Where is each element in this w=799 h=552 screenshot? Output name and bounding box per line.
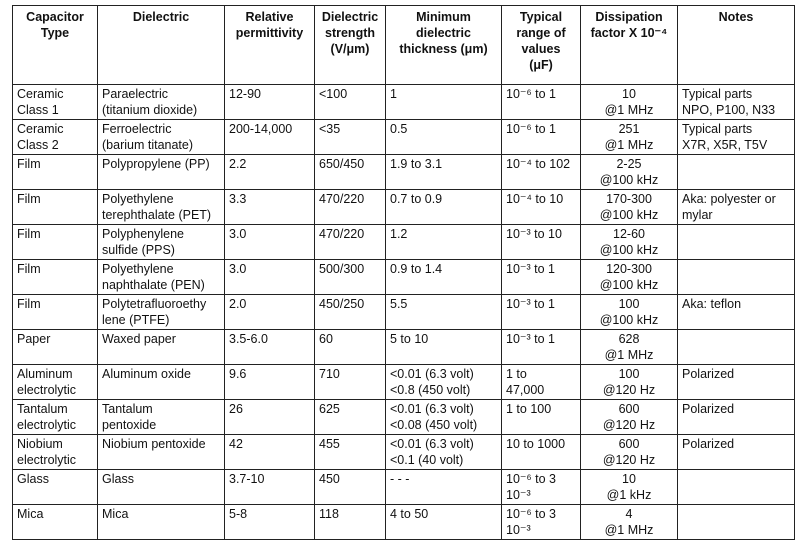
cell-dielectric: Ferroelectric (barium titanate) <box>98 120 225 155</box>
cell-dielectric-strength: 450/250 <box>315 295 386 330</box>
cell-minimum-thickness: <0.01 (6.3 volt) <0.08 (450 volt) <box>386 400 502 435</box>
cell-typical-range: 10⁻⁶ to 1 <box>502 120 581 155</box>
table-row <box>13 120 795 155</box>
header-dielectric: Dielectric <box>98 6 225 85</box>
cell-minimum-thickness: 1.2 <box>386 225 502 260</box>
cell-minimum-thickness: 0.5 <box>386 120 502 155</box>
cell-notes <box>678 155 795 190</box>
cell-dielectric: Polytetrafluoroethy lene (PTFE) <box>98 295 225 330</box>
cell-dielectric-strength: 470/220 <box>315 190 386 225</box>
table-row <box>13 190 795 225</box>
cell-capacitor-type: Film <box>13 295 98 330</box>
cell-typical-range: 10⁻⁴ to 10 <box>502 190 581 225</box>
cell-minimum-thickness: 4 to 50 <box>386 505 502 540</box>
cell-dielectric-strength: 450 <box>315 470 386 505</box>
cell-dielectric: Paraelectric (titanium dioxide) <box>98 85 225 120</box>
header-typical-range: Typical range of values (μF) <box>502 6 581 85</box>
table-row <box>13 400 795 435</box>
cell-notes <box>678 505 795 540</box>
header-dielectric-strength: Dielectric strength (V/μm) <box>315 6 386 85</box>
cell-relative-permittivity: 3.3 <box>225 190 315 225</box>
cell-dielectric: Tantalum pentoxide <box>98 400 225 435</box>
cell-dielectric-strength: <100 <box>315 85 386 120</box>
table-row <box>13 330 795 365</box>
cell-notes <box>678 260 795 295</box>
cell-capacitor-type: Glass <box>13 470 98 505</box>
cell-minimum-thickness: 5.5 <box>386 295 502 330</box>
cell-capacitor-type: Mica <box>13 505 98 540</box>
header-minimum-thickness: Minimum dielectric thickness (μm) <box>386 6 502 85</box>
cell-minimum-thickness: 0.9 to 1.4 <box>386 260 502 295</box>
cell-typical-range: 10⁻⁴ to 102 <box>502 155 581 190</box>
cell-relative-permittivity: 3.0 <box>225 225 315 260</box>
cell-minimum-thickness: 0.7 to 0.9 <box>386 190 502 225</box>
cell-dielectric: Polyethylene naphthalate (PEN) <box>98 260 225 295</box>
cell-dissipation-factor: 100 @100 kHz <box>581 295 678 330</box>
cell-dissipation-factor: 170-300 @100 kHz <box>581 190 678 225</box>
cell-capacitor-type: Niobium electrolytic <box>13 435 98 470</box>
cell-dissipation-factor: 10 @1 kHz <box>581 470 678 505</box>
cell-minimum-thickness: 1.9 to 3.1 <box>386 155 502 190</box>
cell-dielectric-strength: 118 <box>315 505 386 540</box>
cell-capacitor-type: Film <box>13 155 98 190</box>
cell-dielectric: Polypropylene (PP) <box>98 155 225 190</box>
header-dissipation-factor: Dissipation factor X 10⁻⁴ <box>581 6 678 85</box>
capacitor-comparison-table <box>12 5 795 540</box>
cell-dielectric-strength: 710 <box>315 365 386 400</box>
cell-notes: Polarized <box>678 435 795 470</box>
cell-dissipation-factor: 100 @120 Hz <box>581 365 678 400</box>
cell-minimum-thickness: <0.01 (6.3 volt) <0.1 (40 volt) <box>386 435 502 470</box>
capacitor-table-container <box>12 5 794 540</box>
cell-capacitor-type: Film <box>13 190 98 225</box>
table-row <box>13 260 795 295</box>
cell-minimum-thickness: 1 <box>386 85 502 120</box>
cell-notes: Typical parts X7R, X5R, T5V <box>678 120 795 155</box>
cell-dielectric-strength: <35 <box>315 120 386 155</box>
header-relative-permittivity: Relative permittivity <box>225 6 315 85</box>
cell-typical-range: 10⁻³ to 1 <box>502 330 581 365</box>
cell-dielectric-strength: 470/220 <box>315 225 386 260</box>
cell-dissipation-factor: 628 @1 MHz <box>581 330 678 365</box>
cell-dielectric: Polyphenylene sulfide (PPS) <box>98 225 225 260</box>
cell-typical-range: 10⁻³ to 1 <box>502 260 581 295</box>
cell-dissipation-factor: 251 @1 MHz <box>581 120 678 155</box>
cell-relative-permittivity: 5-8 <box>225 505 315 540</box>
table-row <box>13 435 795 470</box>
cell-dielectric-strength: 650/450 <box>315 155 386 190</box>
cell-dissipation-factor: 4 @1 MHz <box>581 505 678 540</box>
cell-relative-permittivity: 42 <box>225 435 315 470</box>
cell-relative-permittivity: 3.7-10 <box>225 470 315 505</box>
cell-dielectric-strength: 625 <box>315 400 386 435</box>
cell-relative-permittivity: 9.6 <box>225 365 315 400</box>
cell-dissipation-factor: 10 @1 MHz <box>581 85 678 120</box>
cell-typical-range: 1 to 100 <box>502 400 581 435</box>
cell-dissipation-factor: 2-25 @100 kHz <box>581 155 678 190</box>
table-row <box>13 155 795 190</box>
cell-dielectric-strength: 500/300 <box>315 260 386 295</box>
cell-notes: Aka: teflon <box>678 295 795 330</box>
cell-dielectric-strength: 60 <box>315 330 386 365</box>
cell-relative-permittivity: 12-90 <box>225 85 315 120</box>
cell-typical-range: 10⁻³ to 10 <box>502 225 581 260</box>
cell-dissipation-factor: 120-300 @100 kHz <box>581 260 678 295</box>
cell-dissipation-factor: 600 @120 Hz <box>581 435 678 470</box>
header-capacitor-type: Capacitor Type <box>13 6 98 85</box>
cell-relative-permittivity: 2.2 <box>225 155 315 190</box>
cell-dielectric: Niobium pentoxide <box>98 435 225 470</box>
header-notes: Notes <box>678 6 795 85</box>
cell-notes <box>678 470 795 505</box>
table-row <box>13 505 795 540</box>
cell-dissipation-factor: 600 @120 Hz <box>581 400 678 435</box>
cell-capacitor-type: Paper <box>13 330 98 365</box>
table-header-row <box>13 6 795 85</box>
cell-relative-permittivity: 26 <box>225 400 315 435</box>
cell-typical-range: 10⁻³ to 1 <box>502 295 581 330</box>
table-row <box>13 85 795 120</box>
cell-typical-range: 10⁻⁶ to 3 10⁻³ <box>502 470 581 505</box>
cell-relative-permittivity: 200-14,000 <box>225 120 315 155</box>
table-row <box>13 295 795 330</box>
cell-dielectric: Polyethylene terephthalate (PET) <box>98 190 225 225</box>
cell-dielectric-strength: 455 <box>315 435 386 470</box>
cell-capacitor-type: Tantalum electrolytic <box>13 400 98 435</box>
cell-notes <box>678 330 795 365</box>
cell-typical-range: 1 to 47,000 <box>502 365 581 400</box>
cell-typical-range: 10⁻⁶ to 1 <box>502 85 581 120</box>
cell-minimum-thickness: <0.01 (6.3 volt) <0.8 (450 volt) <box>386 365 502 400</box>
cell-minimum-thickness: 5 to 10 <box>386 330 502 365</box>
cell-dissipation-factor: 12-60 @100 kHz <box>581 225 678 260</box>
cell-capacitor-type: Ceramic Class 2 <box>13 120 98 155</box>
table-row <box>13 365 795 400</box>
cell-capacitor-type: Aluminum electrolytic <box>13 365 98 400</box>
cell-relative-permittivity: 3.0 <box>225 260 315 295</box>
cell-notes: Typical parts NPO, P100, N33 <box>678 85 795 120</box>
cell-dielectric: Aluminum oxide <box>98 365 225 400</box>
cell-capacitor-type: Ceramic Class 1 <box>13 85 98 120</box>
cell-minimum-thickness: - - - <box>386 470 502 505</box>
table-row <box>13 225 795 260</box>
cell-capacitor-type: Film <box>13 260 98 295</box>
cell-notes: Aka: polyester or mylar <box>678 190 795 225</box>
cell-notes <box>678 225 795 260</box>
cell-capacitor-type: Film <box>13 225 98 260</box>
cell-relative-permittivity: 2.0 <box>225 295 315 330</box>
cell-dielectric: Glass <box>98 470 225 505</box>
cell-notes: Polarized <box>678 400 795 435</box>
cell-notes: Polarized <box>678 365 795 400</box>
cell-typical-range: 10⁻⁶ to 3 10⁻³ <box>502 505 581 540</box>
table-row <box>13 470 795 505</box>
cell-relative-permittivity: 3.5-6.0 <box>225 330 315 365</box>
cell-typical-range: 10 to 1000 <box>502 435 581 470</box>
table-body <box>13 85 795 540</box>
cell-dielectric: Mica <box>98 505 225 540</box>
cell-dielectric: Waxed paper <box>98 330 225 365</box>
